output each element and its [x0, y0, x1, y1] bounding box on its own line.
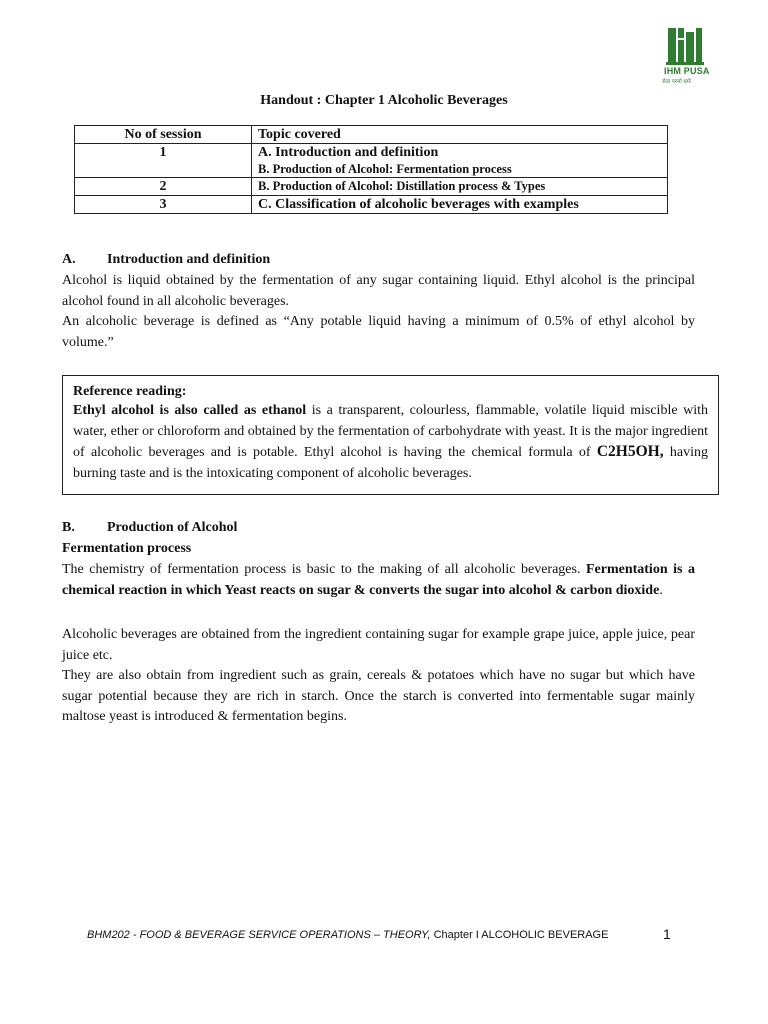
session-table [74, 125, 668, 214]
topic-cell [252, 178, 668, 196]
session-number: 2 [75, 178, 252, 196]
reference-text-2: having burning taste and is the intoxicating component of alcoholic beverages. [73, 445, 708, 481]
section-b-paragraph-1 [62, 560, 695, 601]
reference-body [73, 401, 708, 484]
session-number: 3 [75, 196, 252, 214]
session-number: 1 [75, 144, 252, 178]
footer-course: BHM202 - FOOD & BEVERAGE SERVICE OPERATIONS – THEORY, [87, 929, 431, 941]
topic-sub: B. Production of Alcohol: Fermentation process [258, 162, 512, 176]
table-row [75, 178, 668, 196]
page-number: 1 [663, 926, 671, 942]
para-end: . [659, 582, 663, 598]
fermentation-subheading: Fermentation process [62, 541, 192, 556]
reference-reading-box [62, 375, 719, 495]
section-a-heading [62, 252, 270, 268]
chemical-formula: C2H5OH, [596, 443, 664, 460]
section-a-paragraph-1: Alcohol is liquid obtained by the fermentation of any sugar containing liquid. Ethyl alcohol is the principal alcohol found in all alcoholic beverages. [62, 273, 695, 309]
reference-title: Reference reading: [73, 384, 187, 399]
header-topic: Topic covered [252, 126, 668, 144]
topic-main: C. Classification of alcoholic beverages with examples [258, 197, 579, 212]
reference-text-1: is a transparent, colourless, flammable, volatile liquid miscible with water, ether or chloroform and obtained by the fermentation of carbohydrate with yeast. It is the major ingredient of alcoholic beverages and is potable. Ethyl alcohol is having the chemical formula of [73, 403, 708, 460]
section-a-number: A. [62, 252, 76, 267]
page-footer [87, 929, 608, 941]
handout-title: Handout : Chapter 1 Alcoholic Beverages [260, 93, 508, 108]
topic-main: B. Production of Alcohol: Distillation process & Types [258, 179, 546, 193]
logo-name: IHM PUSA [664, 66, 710, 76]
section-b-number: B. [62, 520, 75, 535]
section-a-title: Introduction and definition [107, 252, 271, 267]
reference-bold-lead: Ethyl alcohol is also called as ethanol [73, 403, 307, 418]
para-lead: The chemistry of fermentation process is basic to the making of all alcoholic beverages. [62, 562, 586, 577]
section-b-paragraph-3: They are also obtain from ingredient such as grain, cereals & potatoes which have no sugar but which have sugar potential because they are rich in starch. Once the starch is converted into fermentable sugar mainly maltose yeast is introduced & fermentation begins. [62, 668, 695, 724]
table-row [75, 196, 668, 214]
section-a-paragraph-2: An alcoholic beverage is defined as “Any potable liquid having a minimum of 0.5% of ethyl alcohol by volume.” [62, 314, 695, 350]
topic-cell [252, 144, 668, 178]
logo-tagline: सेवा परमो धर्मः [662, 79, 692, 85]
fermentation-definition: Fermentation is a chemical reaction in which Yeast reacts on sugar & converts the sugar into alcohol & carbon dioxide [62, 562, 695, 598]
topic-main: A. Introduction and definition [258, 145, 439, 160]
footer-chapter: Chapter I ALCOHOLIC BEVERAGE [430, 929, 609, 941]
topic-cell [252, 196, 668, 214]
table-header-row [75, 126, 668, 144]
section-b-paragraph-2: Alcoholic beverages are obtained from the ingredient containing sugar for example grape juice, apple juice, pear juice etc. [62, 627, 695, 663]
section-b-title: Production of Alcohol [107, 520, 238, 535]
logo-mark-icon [662, 26, 708, 68]
header-session: No of session [75, 126, 252, 144]
section-b-heading [62, 520, 237, 536]
table-row [75, 144, 668, 178]
